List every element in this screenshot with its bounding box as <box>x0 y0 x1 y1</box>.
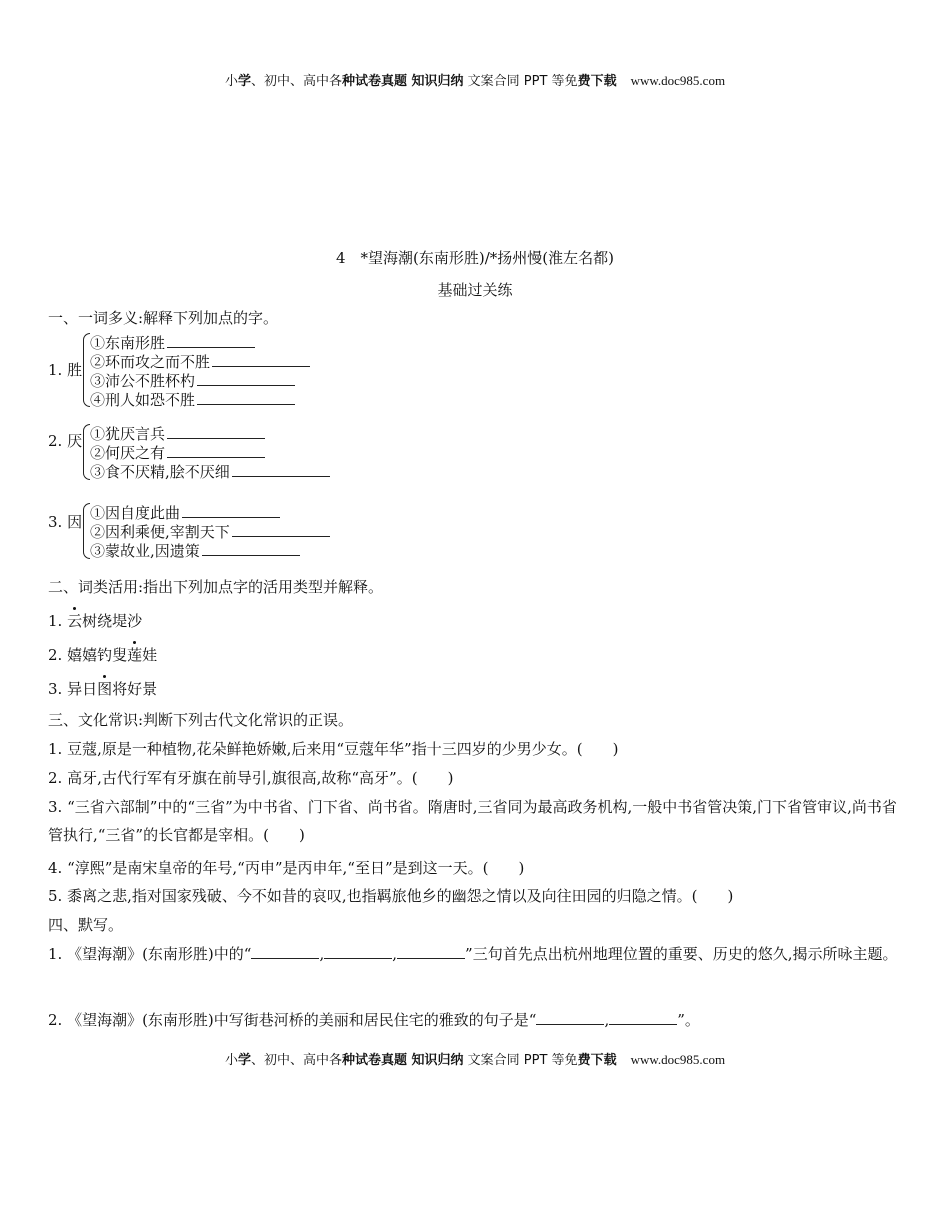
meaning-item: ④刑人如恐不胜 <box>90 390 295 409</box>
section3-heading: 三、文化常识:判断下列古代文化常识的正误。 <box>48 711 354 729</box>
banner-text-2: 学 <box>237 74 251 89</box>
meaning-item: ①因自度此曲 <box>90 503 280 522</box>
culture-item: 3. “三省六部制”中的“三省”为中书省、门下省、尚书省。隋唐时,三省同为最高政务机构,一般中书省管决策,门下省管审议,尚书省管执行,“三省”的长官都是宰相。( ) <box>48 798 897 844</box>
banner-text-5: 知识归纳 <box>407 74 464 89</box>
answer-blank[interactable] <box>167 333 255 348</box>
answer-blank[interactable] <box>167 424 265 439</box>
meaning-item: ②环而攻之而不胜 <box>90 352 310 371</box>
answer-blank[interactable] <box>202 541 300 556</box>
meaning-item: ①犹厌言兵 <box>90 424 265 443</box>
word-group-label: 1. 胜 <box>48 361 83 379</box>
answer-blank[interactable] <box>197 390 295 405</box>
footer-banner <box>0 1049 950 1068</box>
answer-blank[interactable] <box>167 443 265 458</box>
page-subtitle: 基础过关练 <box>437 281 513 299</box>
culture-item: 1. 豆蔻,原是一种植物,花朵鲜艳娇嫩,后来用“豆蔻年华”指十三四岁的少男少女。( ) <box>48 740 619 758</box>
culture-item: 2. 高牙,古代行军有牙旗在前导引,旗很高,故称“高牙”。( ) <box>48 769 454 787</box>
banner-text-7: 费下载 <box>577 1053 617 1068</box>
banner-text-6: 文案合同 PPT 等免 <box>463 1053 578 1068</box>
answer-blank[interactable] <box>197 371 295 386</box>
answer-blank[interactable] <box>251 944 319 959</box>
brace-icon <box>83 424 90 480</box>
culture-item: 4. “淳熙”是南宋皇帝的年号,“丙申”是丙申年,“至日”是到这一天。( ) <box>48 859 525 877</box>
meaning-item: ②何厌之有 <box>90 443 265 462</box>
usage-item: 2. 嬉嬉钓叟莲娃 <box>48 646 158 664</box>
banner-text-1: 小 <box>224 1053 238 1068</box>
banner-text-4: 种试卷真题 <box>341 1053 407 1068</box>
banner-text-5: 知识归纳 <box>407 1053 464 1068</box>
meaning-item: ①东南形胜 <box>90 333 255 352</box>
banner-text-4: 种试卷真题 <box>341 74 407 89</box>
emphasis-dot-char: 云 <box>67 612 83 630</box>
emphasis-dot-char: 图 <box>97 680 113 698</box>
meaning-item: ③蒙故业,因遗策 <box>90 541 300 560</box>
banner-text-7: 费下载 <box>577 74 617 89</box>
section4-heading: 四、默写。 <box>48 916 124 934</box>
brace-icon <box>83 503 90 559</box>
meaning-item: ③食不厌精,脍不厌细 <box>90 462 330 481</box>
emphasis-dot-char: 莲 <box>127 646 143 664</box>
answer-blank[interactable] <box>232 462 330 477</box>
banner-text-3: 、初中、高中各 <box>250 1053 342 1068</box>
banner-text-6: 文案合同 PPT 等免 <box>463 74 578 89</box>
usage-item: 1. 云树绕堤沙 <box>48 612 143 630</box>
section1-heading: 一、一词多义:解释下列加点的字。 <box>48 309 279 327</box>
dictation-item: 2. 《望海潮》(东南形胜)中写街巷河桥的美丽和居民住宅的雅致的句子是“ , ”。 <box>48 1011 700 1029</box>
usage-item: 3. 异日图将好景 <box>48 680 158 698</box>
culture-item: 5. 黍离之悲,指对国家残破、今不如昔的哀叹,也指羁旅他乡的幽怨之情以及向往田园的归隐之情。( ) <box>48 887 734 905</box>
dictation-item: 1. 《望海潮》(东南形胜)中的“ , , ”三句首先点出杭州地理位置的重要、历史的悠久,揭示所咏主题。 <box>48 945 898 963</box>
answer-blank[interactable] <box>182 503 280 518</box>
section2-heading: 二、词类活用:指出下列加点字的活用类型并解释。 <box>48 578 384 596</box>
banner-url: www.doc985.com <box>630 1052 726 1067</box>
answer-blank[interactable] <box>397 944 465 959</box>
answer-blank[interactable] <box>536 1010 604 1025</box>
word-group-label: 3. 因 <box>48 513 83 531</box>
banner-text-2: 学 <box>237 1053 251 1068</box>
meaning-item: ③沛公不胜杯杓 <box>90 371 295 390</box>
answer-blank[interactable] <box>324 944 392 959</box>
answer-blank[interactable] <box>232 522 330 537</box>
answer-blank[interactable] <box>609 1010 677 1025</box>
banner-text-3: 、初中、高中各 <box>250 74 342 89</box>
banner-text-1: 小 <box>224 74 238 89</box>
meaning-item: ②因利乘便,宰割天下 <box>90 522 330 541</box>
banner-url: www.doc985.com <box>630 73 726 88</box>
page-title: 4 *望海潮(东南形胜)/*扬州慢(淮左名都) <box>335 249 614 267</box>
header-banner <box>0 70 950 89</box>
word-group-label: 2. 厌 <box>48 432 83 450</box>
answer-blank[interactable] <box>212 352 310 367</box>
brace-icon <box>83 333 90 407</box>
